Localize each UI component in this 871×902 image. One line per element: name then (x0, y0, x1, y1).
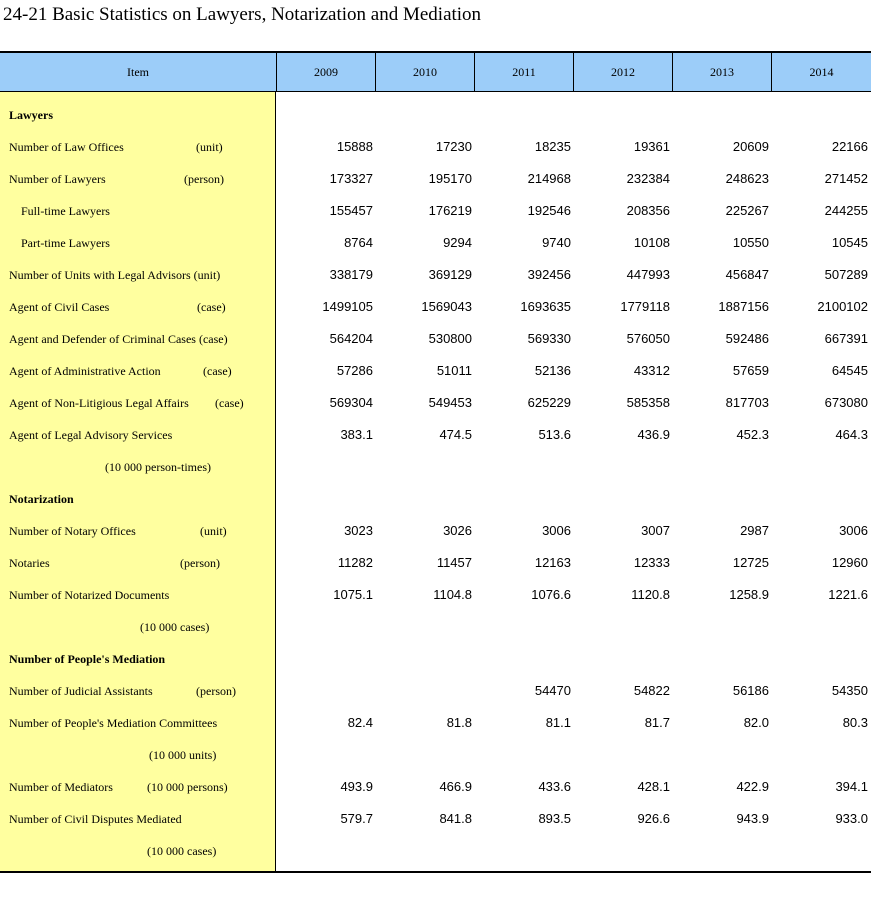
value-cell: 10545 (831, 235, 868, 250)
table-row (0, 547, 871, 579)
table-row (0, 419, 871, 451)
value-cell: 667391 (824, 331, 868, 346)
value-cell: 1569043 (421, 299, 472, 314)
header-year: 2009 (276, 53, 375, 91)
value-cell: 564204 (329, 331, 373, 346)
table-row (0, 387, 871, 419)
value-cell: 1221.6 (828, 587, 868, 602)
row-label: Number of People's Mediation Committees (9, 716, 218, 730)
value-cell: 173327 (329, 171, 373, 186)
value-cell: 80.3 (842, 715, 868, 730)
value-cell: 82.0 (743, 715, 769, 730)
table-row (0, 99, 871, 131)
row-label: Agent of Non-Litigious Legal Affairs (9, 396, 189, 410)
row-label: Number of Notarized Documents (9, 588, 170, 602)
value-cell: 57286 (336, 363, 373, 378)
table-row (0, 739, 871, 771)
table-row (0, 483, 871, 515)
table-row (0, 835, 871, 867)
table-header (0, 51, 871, 92)
value-cell: 54822 (633, 683, 670, 698)
section-heading: Notarization (9, 492, 74, 506)
row-label: Number of Units with Legal Advisors (unit) (9, 268, 221, 282)
table-row (0, 707, 871, 739)
value-cell: 592486 (725, 331, 769, 346)
value-cell: 549453 (428, 395, 472, 410)
value-cell: 433.6 (538, 779, 571, 794)
table-row (0, 323, 871, 355)
value-cell: 3026 (443, 523, 472, 538)
table-row (0, 131, 871, 163)
value-cell: 225267 (725, 203, 769, 218)
value-cell: 513.6 (538, 427, 571, 442)
value-cell: 394.1 (835, 779, 868, 794)
value-cell: 57659 (732, 363, 769, 378)
value-cell: 456847 (725, 267, 769, 282)
value-cell: 81.8 (446, 715, 472, 730)
row-unit: (10 000 units) (149, 748, 217, 762)
value-cell: 1075.1 (333, 587, 373, 602)
table-row (0, 515, 871, 547)
section-heading: Lawyers (9, 108, 53, 122)
value-cell: 17230 (435, 139, 472, 154)
value-cell: 569330 (527, 331, 571, 346)
value-cell: 52136 (534, 363, 571, 378)
row-label: Number of Lawyers (9, 172, 106, 186)
value-cell: 673080 (824, 395, 868, 410)
value-cell: 841.8 (439, 811, 472, 826)
value-cell: 383.1 (340, 427, 373, 442)
value-cell: 3007 (641, 523, 670, 538)
value-cell: 2987 (740, 523, 769, 538)
value-cell: 474.5 (439, 427, 472, 442)
value-cell: 392456 (527, 267, 571, 282)
value-cell: 244255 (824, 203, 868, 218)
value-cell: 585358 (626, 395, 670, 410)
value-cell: 232384 (626, 171, 670, 186)
row-label: Number of Law Offices (9, 140, 124, 154)
table-row (0, 259, 871, 291)
value-cell: 1779118 (620, 299, 670, 314)
value-cell: 192546 (527, 203, 571, 218)
row-unit: (10 000 person-times) (105, 460, 211, 474)
table-row (0, 803, 871, 835)
value-cell: 81.7 (644, 715, 670, 730)
value-cell: 51011 (436, 363, 472, 378)
value-cell: 507289 (824, 267, 868, 282)
value-cell: 943.9 (736, 811, 769, 826)
table-body (0, 92, 871, 873)
value-cell: 81.1 (545, 715, 571, 730)
value-cell: 447993 (626, 267, 670, 282)
value-cell: 1104.8 (433, 587, 472, 602)
value-cell: 3006 (839, 523, 868, 538)
table-row (0, 611, 871, 643)
value-cell: 9740 (542, 235, 571, 250)
value-cell: 817703 (725, 395, 769, 410)
header-year: 2011 (474, 53, 573, 91)
value-cell: 3023 (344, 523, 373, 538)
header-year: 2010 (375, 53, 474, 91)
value-cell: 10108 (633, 235, 670, 250)
value-cell: 20609 (732, 139, 769, 154)
value-cell: 9294 (443, 235, 472, 250)
value-cell: 1258.9 (729, 587, 769, 602)
row-label: Number of Notary Offices (9, 524, 136, 538)
row-label: Agent of Administrative Action (9, 364, 161, 378)
value-cell: 214968 (527, 171, 571, 186)
value-cell: 12960 (831, 555, 868, 570)
value-cell: 1120.8 (631, 587, 670, 602)
row-label: Agent and Defender of Criminal Cases (case) (9, 332, 228, 346)
value-cell: 195170 (428, 171, 472, 186)
value-cell: 11282 (337, 555, 373, 570)
value-cell: 625229 (527, 395, 571, 410)
row-label: Part-time Lawyers (21, 236, 110, 250)
row-unit: (10 000 cases) (147, 844, 217, 858)
header-year: 2014 (771, 53, 871, 91)
value-cell: 338179 (329, 267, 373, 282)
value-cell: 11457 (436, 555, 472, 570)
header-year: 2012 (573, 53, 672, 91)
row-label: Agent of Civil Cases (9, 300, 110, 314)
value-cell: 22166 (831, 139, 868, 154)
value-cell: 176219 (428, 203, 472, 218)
value-cell: 464.3 (835, 427, 868, 442)
table-row (0, 675, 871, 707)
row-unit: (10 000 cases) (140, 620, 210, 634)
value-cell: 1499105 (322, 299, 373, 314)
row-unit: (unit) (196, 140, 223, 154)
value-cell: 54350 (831, 683, 868, 698)
value-cell: 493.9 (340, 779, 373, 794)
row-label: Notaries (9, 556, 50, 570)
value-cell: 18235 (534, 139, 571, 154)
value-cell: 422.9 (736, 779, 769, 794)
value-cell: 12333 (633, 555, 670, 570)
table-row (0, 643, 871, 675)
value-cell: 933.0 (835, 811, 868, 826)
table-row (0, 291, 871, 323)
page-title: 24-21 Basic Statistics on Lawyers, Notarization and Mediation (3, 4, 482, 25)
table-row (0, 163, 871, 195)
value-cell: 208356 (626, 203, 670, 218)
table-row (0, 771, 871, 803)
header-year: 2013 (672, 53, 771, 91)
value-cell: 3006 (542, 523, 571, 538)
value-cell: 15888 (336, 139, 373, 154)
row-label: Number of Mediators (9, 780, 113, 794)
value-cell: 1887156 (718, 299, 769, 314)
value-cell: 569304 (329, 395, 373, 410)
row-unit: (person) (184, 172, 224, 186)
value-cell: 1693635 (520, 299, 571, 314)
value-cell: 436.9 (637, 427, 670, 442)
row-unit: (person) (180, 556, 220, 570)
row-unit: (unit) (200, 524, 227, 538)
row-unit: (10 000 persons) (147, 780, 228, 794)
row-label: Number of Civil Disputes Mediated (9, 812, 182, 826)
statistics-table (0, 51, 871, 873)
value-cell: 369129 (428, 267, 472, 282)
value-cell: 428.1 (637, 779, 670, 794)
value-cell: 466.9 (439, 779, 472, 794)
value-cell: 271452 (824, 171, 868, 186)
row-unit: (case) (215, 396, 244, 410)
value-cell: 893.5 (538, 811, 571, 826)
value-cell: 576050 (626, 331, 670, 346)
row-label: Full-time Lawyers (21, 204, 110, 218)
row-unit: (case) (197, 300, 226, 314)
value-cell: 155457 (329, 203, 373, 218)
value-cell: 452.3 (736, 427, 769, 442)
value-cell: 54470 (534, 683, 571, 698)
table-rows (0, 99, 871, 867)
header-item: Item (127, 64, 149, 79)
value-cell: 10550 (732, 235, 769, 250)
value-cell: 8764 (344, 235, 373, 250)
value-cell: 530800 (428, 331, 472, 346)
value-cell: 926.6 (637, 811, 670, 826)
value-cell: 579.7 (340, 811, 373, 826)
value-cell: 43312 (633, 363, 670, 378)
value-cell: 12725 (732, 555, 769, 570)
value-cell: 248623 (725, 171, 769, 186)
value-cell: 2100102 (817, 299, 868, 314)
row-label: Number of Judicial Assistants (9, 684, 153, 698)
table-row (0, 451, 871, 483)
row-unit: (person) (196, 684, 236, 698)
table-row (0, 195, 871, 227)
section-heading: Number of People's Mediation (9, 652, 166, 666)
value-cell: 82.4 (347, 715, 373, 730)
value-cell: 19361 (633, 139, 670, 154)
table-row (0, 227, 871, 259)
row-unit: (case) (203, 364, 232, 378)
value-cell: 64545 (831, 363, 868, 378)
table-row (0, 355, 871, 387)
table-row (0, 579, 871, 611)
value-cell: 12163 (534, 555, 571, 570)
row-label: Agent of Legal Advisory Services (9, 428, 173, 442)
value-cell: 1076.6 (531, 587, 571, 602)
value-cell: 56186 (732, 683, 769, 698)
